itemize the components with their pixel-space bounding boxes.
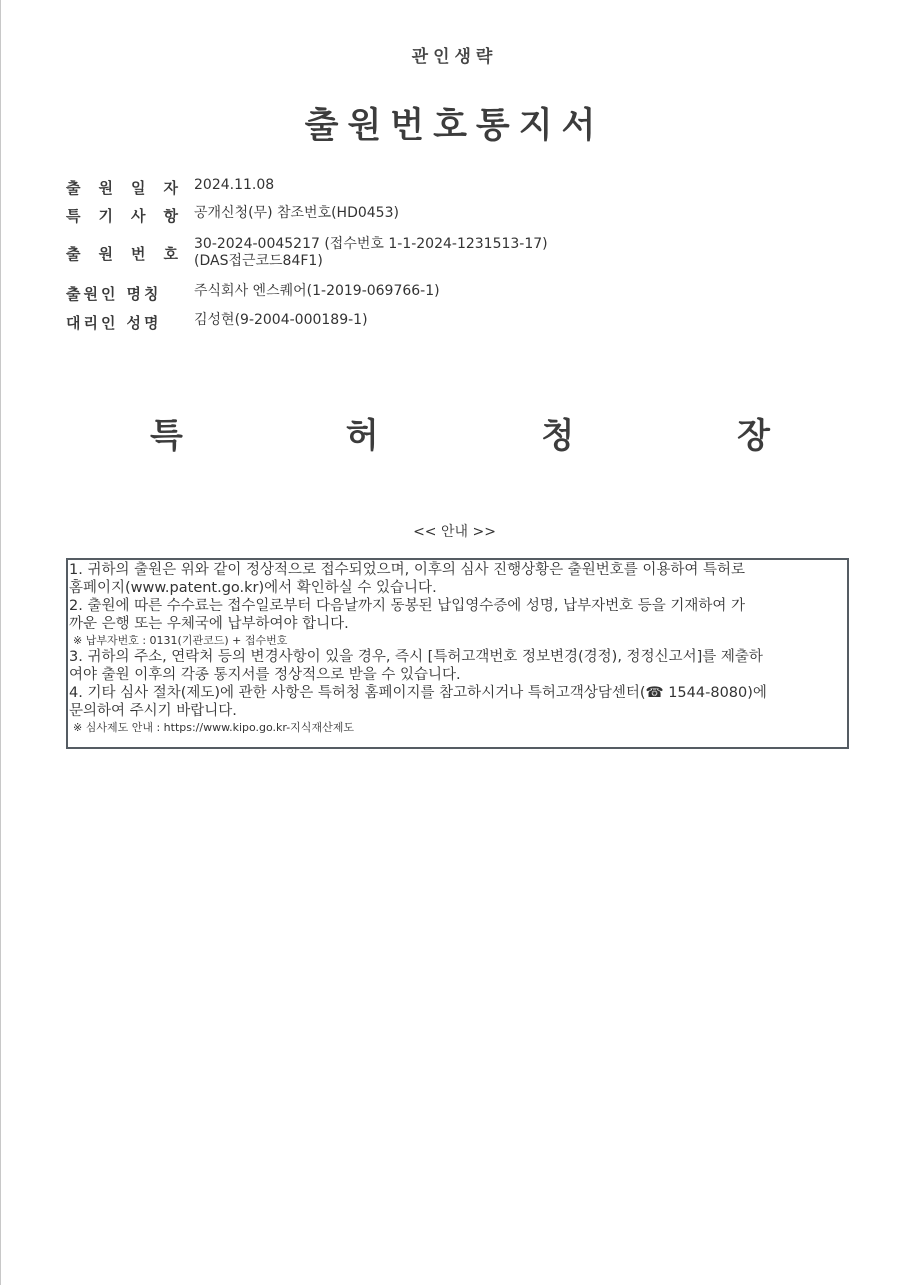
value-line: (DAS접근코드84F1) (194, 253, 323, 269)
issuer-char: 허 (345, 416, 379, 456)
application-number-row (66, 236, 766, 270)
document-title: 출원번호통지서 (304, 106, 605, 146)
special-notes-row (66, 205, 766, 226)
value-line: 김성현(9-2004-000189-1) (194, 312, 368, 328)
issuer-char: 청 (541, 416, 575, 456)
issuer-char: 특 (150, 416, 183, 456)
special-notes-value (194, 205, 399, 226)
value-line: 공개신청(무) 참조번호(HD0453) (194, 205, 399, 221)
filing-date-row (66, 177, 766, 198)
value-line: 30-2024-0045217 (접수번호 1-1-2024-1231513-17) (194, 236, 548, 252)
agent-name-value (194, 312, 368, 333)
label-char: 기 (98, 207, 113, 225)
issuer-signature (150, 408, 770, 457)
notice-box (66, 558, 849, 749)
label-char: 일 (131, 179, 146, 197)
page-left-rule (0, 0, 1, 1285)
label-char: 원 (98, 179, 113, 197)
label-char: 출 (66, 179, 81, 197)
notice-footnote: ※ 납부자번호 : 0131(기관코드) + 접수번호 (73, 634, 288, 647)
application-number-value (194, 236, 548, 270)
label-char: 원 (98, 245, 113, 263)
value-line: 주식회사 엔스퀘어(1-2019-069766-1) (194, 283, 440, 299)
label-char: 호 (163, 245, 178, 263)
notice-line: 문의하여 주시기 바랍니다. (69, 703, 237, 719)
notice-line: 여야 출원 이후의 각종 통지서를 정상적으로 받을 수 있습니다. (69, 667, 461, 683)
official-seal-omitted-label: 관인생략 (411, 47, 498, 67)
label-char: 번 (131, 245, 146, 263)
label-char: 자 (163, 179, 178, 197)
label-char: 출 (66, 245, 81, 263)
notice-line: 2. 출원에 따른 수수료는 접수일로부터 다음날까지 동봉된 납입영수증에 성명, 납부자번호 등을 기재하여 가 (69, 598, 746, 614)
notice-line: 3. 귀하의 주소, 연락처 등의 변경사항이 있을 경우, 즉시 [특허고객번호 정보변경(경정), 정정신고서]를 제출하 (69, 649, 763, 665)
filing-date-value (194, 177, 274, 198)
applicant-name-value (194, 283, 440, 304)
value-line: 2024.11.08 (194, 177, 275, 193)
notice-heading: << 안내 >> (413, 524, 496, 540)
filing-date-label (66, 177, 182, 198)
notice-line: 까운 은행 또는 우체국에 납부하여야 합니다. (69, 616, 349, 632)
label-char: 항 (163, 207, 178, 225)
label-word: 명칭 (126, 285, 162, 303)
agent-name-label (66, 312, 182, 333)
label-char: 특 (66, 207, 81, 225)
agent-name-row (66, 312, 766, 333)
issuer-char: 장 (737, 416, 770, 456)
notice-line: 4. 기타 심사 절차(제도)에 관한 사항은 특허청 홈페이지를 참고하시거나 특허고객상담센터(☎ 1544-8080)에 (69, 685, 767, 701)
notice-footnote: ※ 심사제도 안내 : https://www.kipo.go.kr-지식재산제도 (73, 721, 354, 734)
notice-line: 홈페이지(www.patent.go.kr)에서 확인하실 수 있습니다. (69, 580, 437, 596)
applicant-name-label (66, 283, 182, 304)
applicant-name-row (66, 283, 766, 304)
label-word: 출원인 (66, 285, 119, 303)
label-word: 대리인 (66, 314, 119, 332)
special-notes-label (66, 205, 182, 226)
application-number-label (66, 236, 182, 270)
label-char: 사 (131, 207, 146, 225)
notice-line: 1. 귀하의 출원은 위와 같이 정상적으로 접수되었으며, 이후의 심사 진행상황은 출원번호를 이용하여 특허로 (69, 562, 746, 578)
label-word: 성명 (126, 314, 162, 332)
